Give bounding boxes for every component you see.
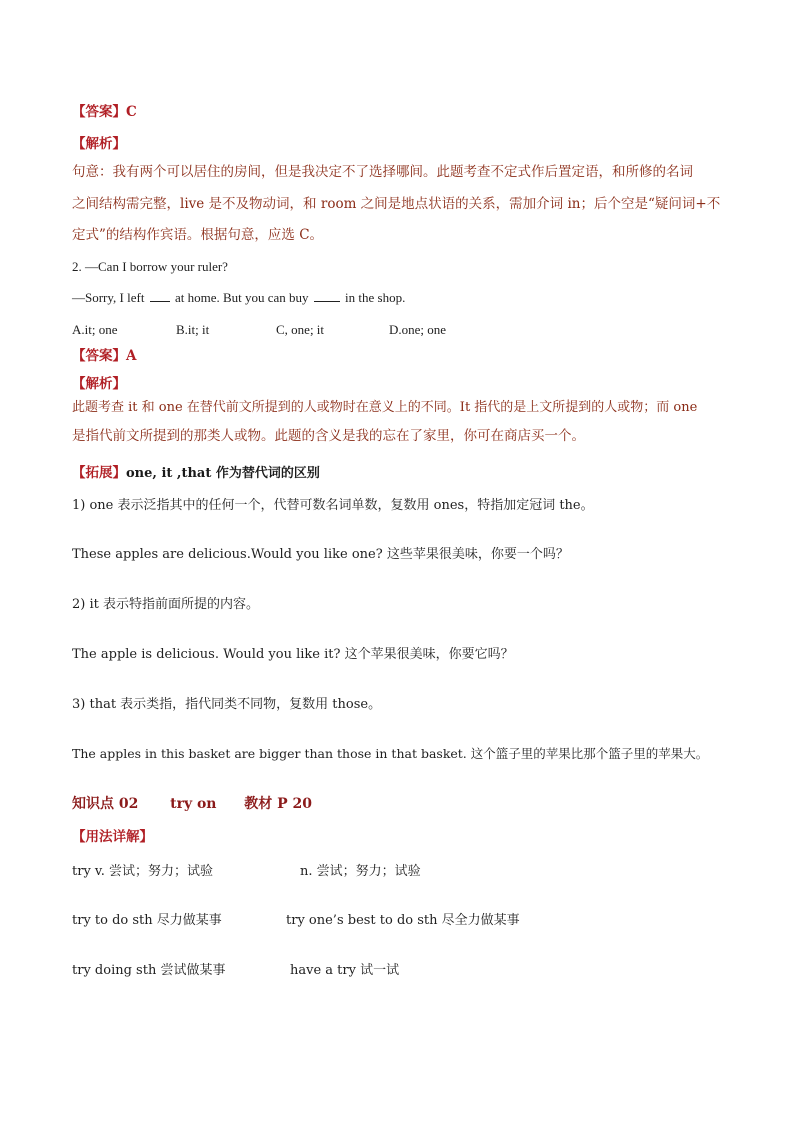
analysis-segment: 之间结构需完整， bbox=[72, 196, 180, 212]
q1-analysis-label-line bbox=[72, 133, 126, 152]
knowledge-point-heading bbox=[72, 796, 312, 813]
analysis-label: 【解析】 bbox=[72, 376, 126, 392]
q1-analysis-line-1: 句意：我有两个可以居住的房间，但是我决定不了选择哪间。此题考查不定式作后置定语，和所修的名词 bbox=[72, 164, 693, 180]
answer-label: 【答案】 bbox=[72, 104, 126, 120]
q2-number: 2. bbox=[72, 259, 82, 274]
knowledge-point-textbook-ref: 教材 P 20 bbox=[244, 796, 312, 812]
usage-row-3-left: try doing sth 尝试做某事 bbox=[72, 963, 226, 978]
extension-item-5: 3) that 表示类指，指代同类不同物，复数用 those。 bbox=[72, 697, 382, 712]
q2-analysis-label-line bbox=[72, 373, 126, 392]
usage-row-2-right: try one’s best to do sth 尽全力做某事 bbox=[286, 913, 520, 928]
extension-heading bbox=[72, 462, 320, 482]
q1-analysis-line-2 bbox=[72, 196, 720, 212]
q1-answer-line bbox=[72, 101, 137, 120]
analysis-segment: 是不及物动词，和 bbox=[204, 196, 321, 212]
usage-row-3-right: have a try 试一试 bbox=[290, 963, 400, 978]
q2-line2-part-a: —Sorry, I left bbox=[72, 290, 145, 305]
answer-blank-1 bbox=[150, 300, 170, 302]
extension-item-4: The apple is delicious. Would you like it? 这个苹果很美味，你要它吗？ bbox=[72, 647, 514, 662]
q2-line2-part-b: at home. But you can buy bbox=[174, 290, 309, 305]
analysis-segment: 之间是地点状语的关系，需加介词 bbox=[356, 196, 568, 212]
extension-item-6: The apples in this basket are bigger than those in that basket. 这个篮子里的苹果比那个篮子里的苹果大。 bbox=[72, 746, 709, 761]
q2-question-line-1 bbox=[72, 259, 228, 275]
q2-answer-line bbox=[72, 345, 136, 364]
answer-blank-2 bbox=[314, 300, 340, 302]
option-c: C, one; it bbox=[276, 322, 325, 337]
analysis-keyword-in: in bbox=[567, 196, 581, 212]
answer-value: A bbox=[126, 348, 137, 364]
extension-label: 【拓展】 bbox=[72, 465, 126, 481]
answer-value: C bbox=[126, 104, 137, 120]
q2-question-line-2 bbox=[72, 290, 405, 306]
knowledge-point-phrase: try on bbox=[170, 796, 217, 812]
knowledge-point-number: 知识点 02 bbox=[72, 796, 139, 812]
extension-title: one, it ,that 作为替代词的区别 bbox=[126, 466, 320, 481]
answer-label: 【答案】 bbox=[72, 348, 126, 364]
q2-line2-part-c: in the shop. bbox=[345, 290, 406, 305]
usage-row-1-left: try v. 尝试；努力；试验 bbox=[72, 864, 213, 879]
usage-label: 【用法详解】 bbox=[72, 829, 153, 845]
extension-item-3: 2) it 表示特指前面所提的内容。 bbox=[72, 597, 259, 612]
q2-line1: —Can I borrow your ruler? bbox=[85, 259, 228, 274]
usage-label-line bbox=[72, 826, 153, 845]
q2-analysis-line-1: 此题考查 it 和 one 在替代前文所提到的人或物时在意义上的不同。It 指代的是上文所提到的人或物；而 one bbox=[72, 400, 698, 415]
usage-row-2-left: try to do sth 尽力做某事 bbox=[72, 913, 222, 928]
analysis-segment: ；后个空是“疑问词+不 bbox=[580, 196, 721, 212]
extension-item-1: 1) one 表示泛指其中的任何一个，代替可数名词单数，复数用 ones，特指加定冠词 the。 bbox=[72, 498, 594, 513]
option-b: B.it; it bbox=[176, 322, 210, 337]
q1-analysis-line-3: 定式”的结构作宾语。根据句意，应选 C。 bbox=[72, 227, 324, 243]
extension-item-2: These apples are delicious.Would you like one? 这些苹果很美味，你要一个吗？ bbox=[72, 547, 569, 562]
q2-analysis-line-2: 是指代前文所提到的那类人或物。此题的含义是我的忘在了家里，你可在商店买一个。 bbox=[72, 428, 585, 444]
option-d: D.one; one bbox=[389, 322, 447, 337]
usage-row-1-right: n. 尝试；努力；试验 bbox=[300, 864, 421, 879]
analysis-keyword-room: room bbox=[320, 196, 357, 212]
option-a: A.it; one bbox=[72, 322, 118, 337]
analysis-label: 【解析】 bbox=[72, 136, 126, 152]
analysis-keyword-live: live bbox=[180, 196, 205, 212]
